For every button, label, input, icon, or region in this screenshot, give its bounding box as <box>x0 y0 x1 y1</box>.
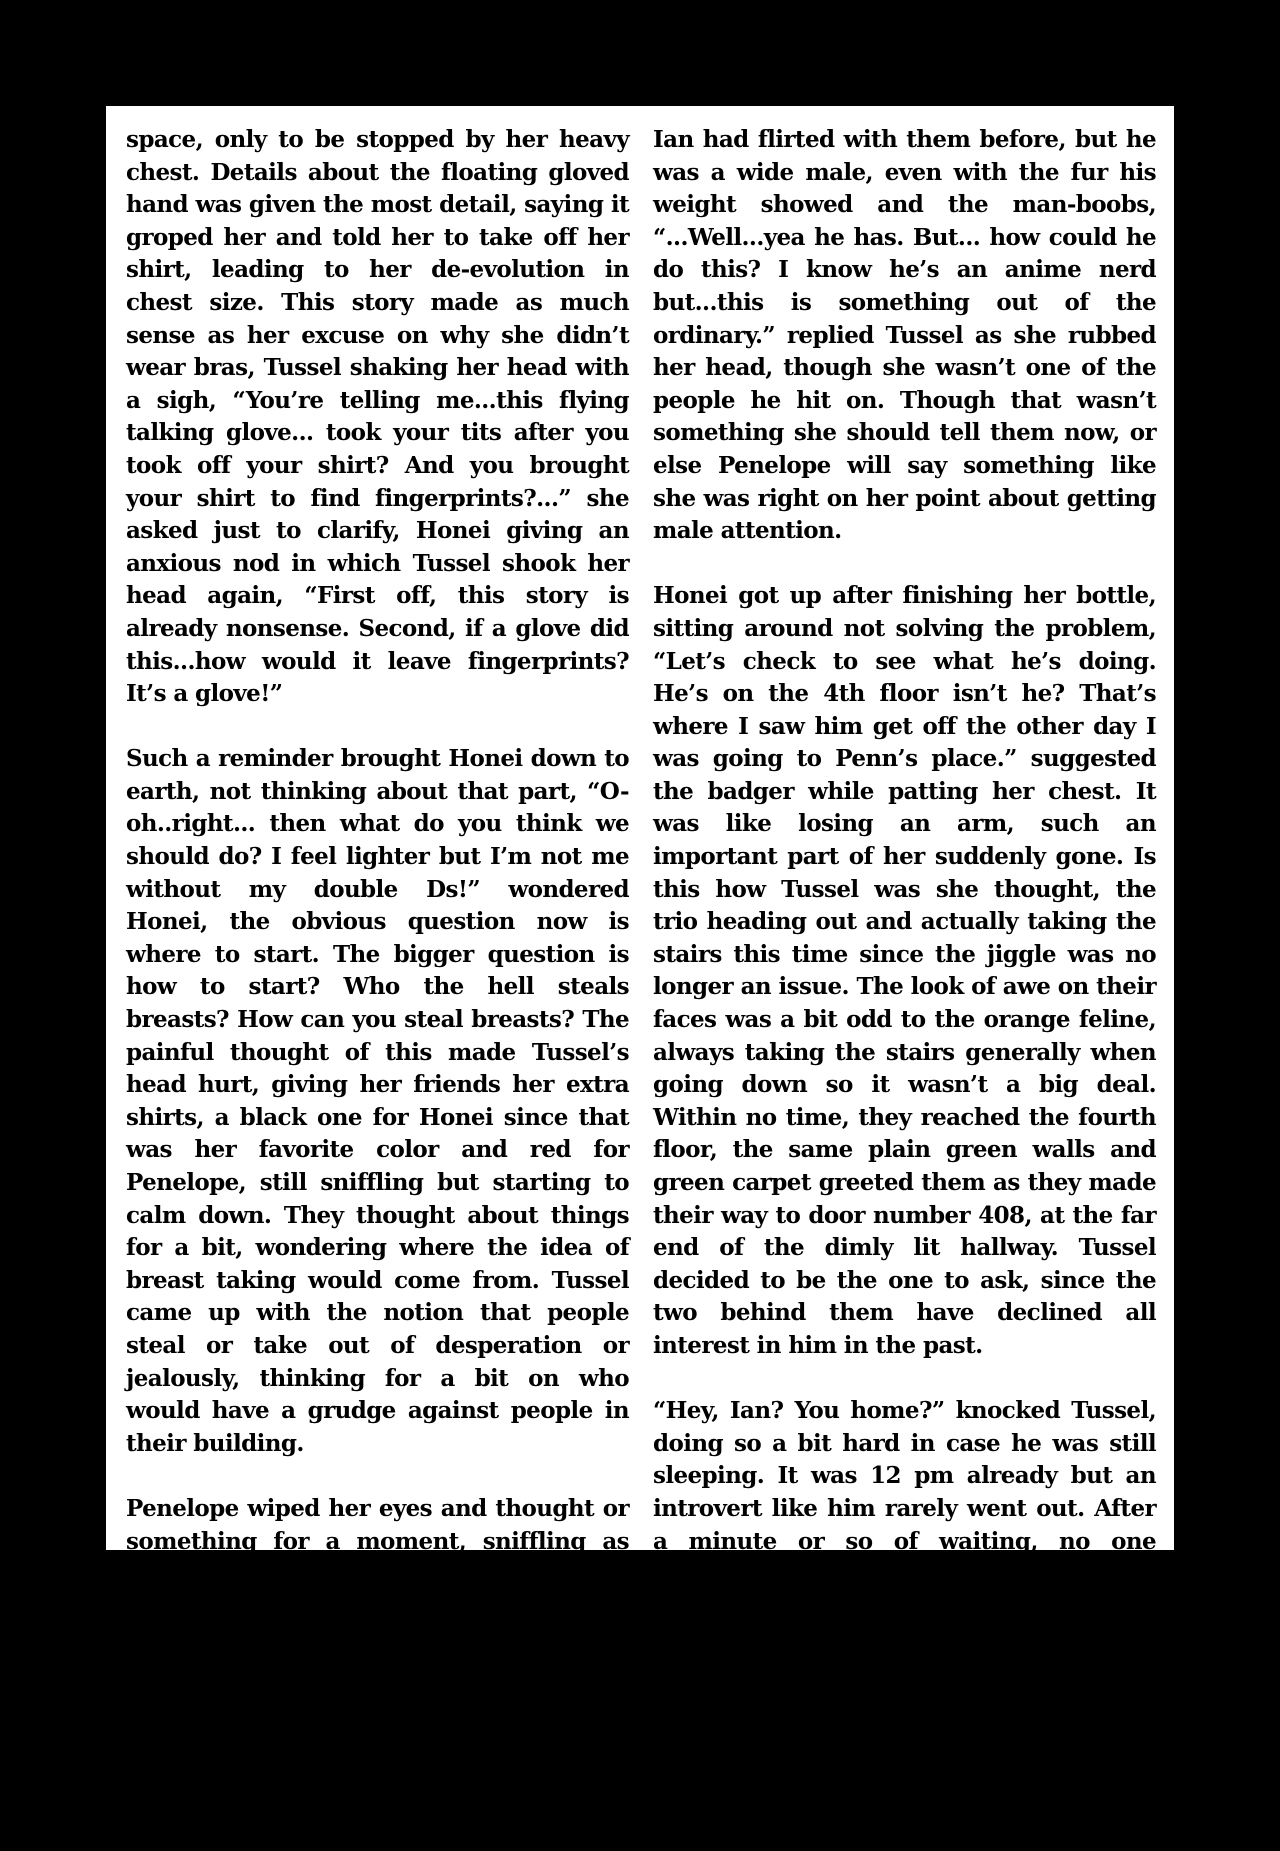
left-text-column <box>126 124 629 1819</box>
book-page <box>106 106 1174 1848</box>
right-text-column <box>653 124 1156 1851</box>
paragraph: Such a reminder brought Honei down to earth, not thinking about that part, “O-oh..right... then what do you think we should do? I feel lighter but I’m not me without my double Ds!” wondered Honei, the obvious question now is where to start. The bigger question is how to start? Who the hell steals breasts? How can you steal breasts? The painful thought of this made Tussel’s head hurt, giving her friends her extra shirts, a black one for Honei since that was her favorite color and red for Penelope, still sniffling but starting to calm down. They thought about things for a bit, wondering where the idea of breast taking would come from. Tussel came up with the notion that people steal or take out of desperation or jealously, thinking for a bit on who would have a grudge against people in their building. <box>126 745 629 1457</box>
paragraph: Penelope wiped her eyes and thought or something for a moment, sniffling as something came to mind, “...W-what about Ian? That weird chubby Sloth? He was hitting on me yesterday...and I told him he’s not my type cause of how big he is. He has bigger boobs than you Tussel...in fact hasn’t he hit on you two as well?” she added with a bit of concern in her voice. They agreed that <box>126 1494 629 1816</box>
paragraph: space, only to be stopped by her heavy chest. Details about the floating gloved hand was given the most detail, saying it groped her and told her to take off her shirt, leading to her de-evolution in chest size. This story made as much sense as her excuse on why she didn’t wear bras, Tussel shaking her head with a sigh, “You’re telling me...this flying talking glove... took your tits after you took off your shirt? And you brought your shirt to find fingerprints?...” she asked just to clarify, Honei giving an anxious nod in which Tussel shook her head again, “First off, this story is already nonsense. Second, if a glove did this...how would it leave fingerprints? It’s a glove!” <box>126 126 629 708</box>
paragraph: Honei got up after finishing her bottle, sitting around not solving the problem, “Let’s check to see what he’s doing. He’s on the 4th floor isn’t he? That’s where I saw him get off the other day I was going to Penn’s place.” suggested the badger while patting her chest. It was like losing an arm, such an important part of her suddenly gone. Is this how Tussel was she thought, the trio heading out and actually taking the stairs this time since the jiggle was no longer an issue. The look of awe on their faces was a bit odd to the orange feline, always taking the stairs generally when going down so it wasn’t a big deal. Within no time, they reached the fourth floor, the same plain green walls and green carpet greeted them as they made their way to door number 408, at the far end of the dimly lit hallway. Tussel decided to be the one to ask, since the two behind them have declined all interest in him in the past. <box>653 582 1156 1359</box>
paragraph: “Hey, Ian? You home?” knocked Tussel, doing so a bit hard in case he was still sleeping. It was 12 pm already but an introvert like him rarely went out. After a minute or so of waiting, no one answered, making him seem all the more suspicious, “See! He’s fled the scene of the crime!” exclaimed Honei with both hands on her chest, missing those soft melons and wanting them back ASAP. Penelope was confused also, wondering where a guy like him would go, “Weird... has doesn’t have much of a life. With class off, <box>653 1397 1156 1848</box>
paragraph: Ian had flirted with them before, but he was a wide male, even with the fur his weight showed and the man-boobs, “...Well...yea he has. But... how could he do this? I know he’s an anime nerd but...this is something out of the ordinary.” replied Tussel as she rubbed her head, though she wasn’t one of the people he hit on. Though that wasn’t something she should tell them now, or else Penelope will say something like she was right on her point about getting male attention. <box>653 126 1156 545</box>
